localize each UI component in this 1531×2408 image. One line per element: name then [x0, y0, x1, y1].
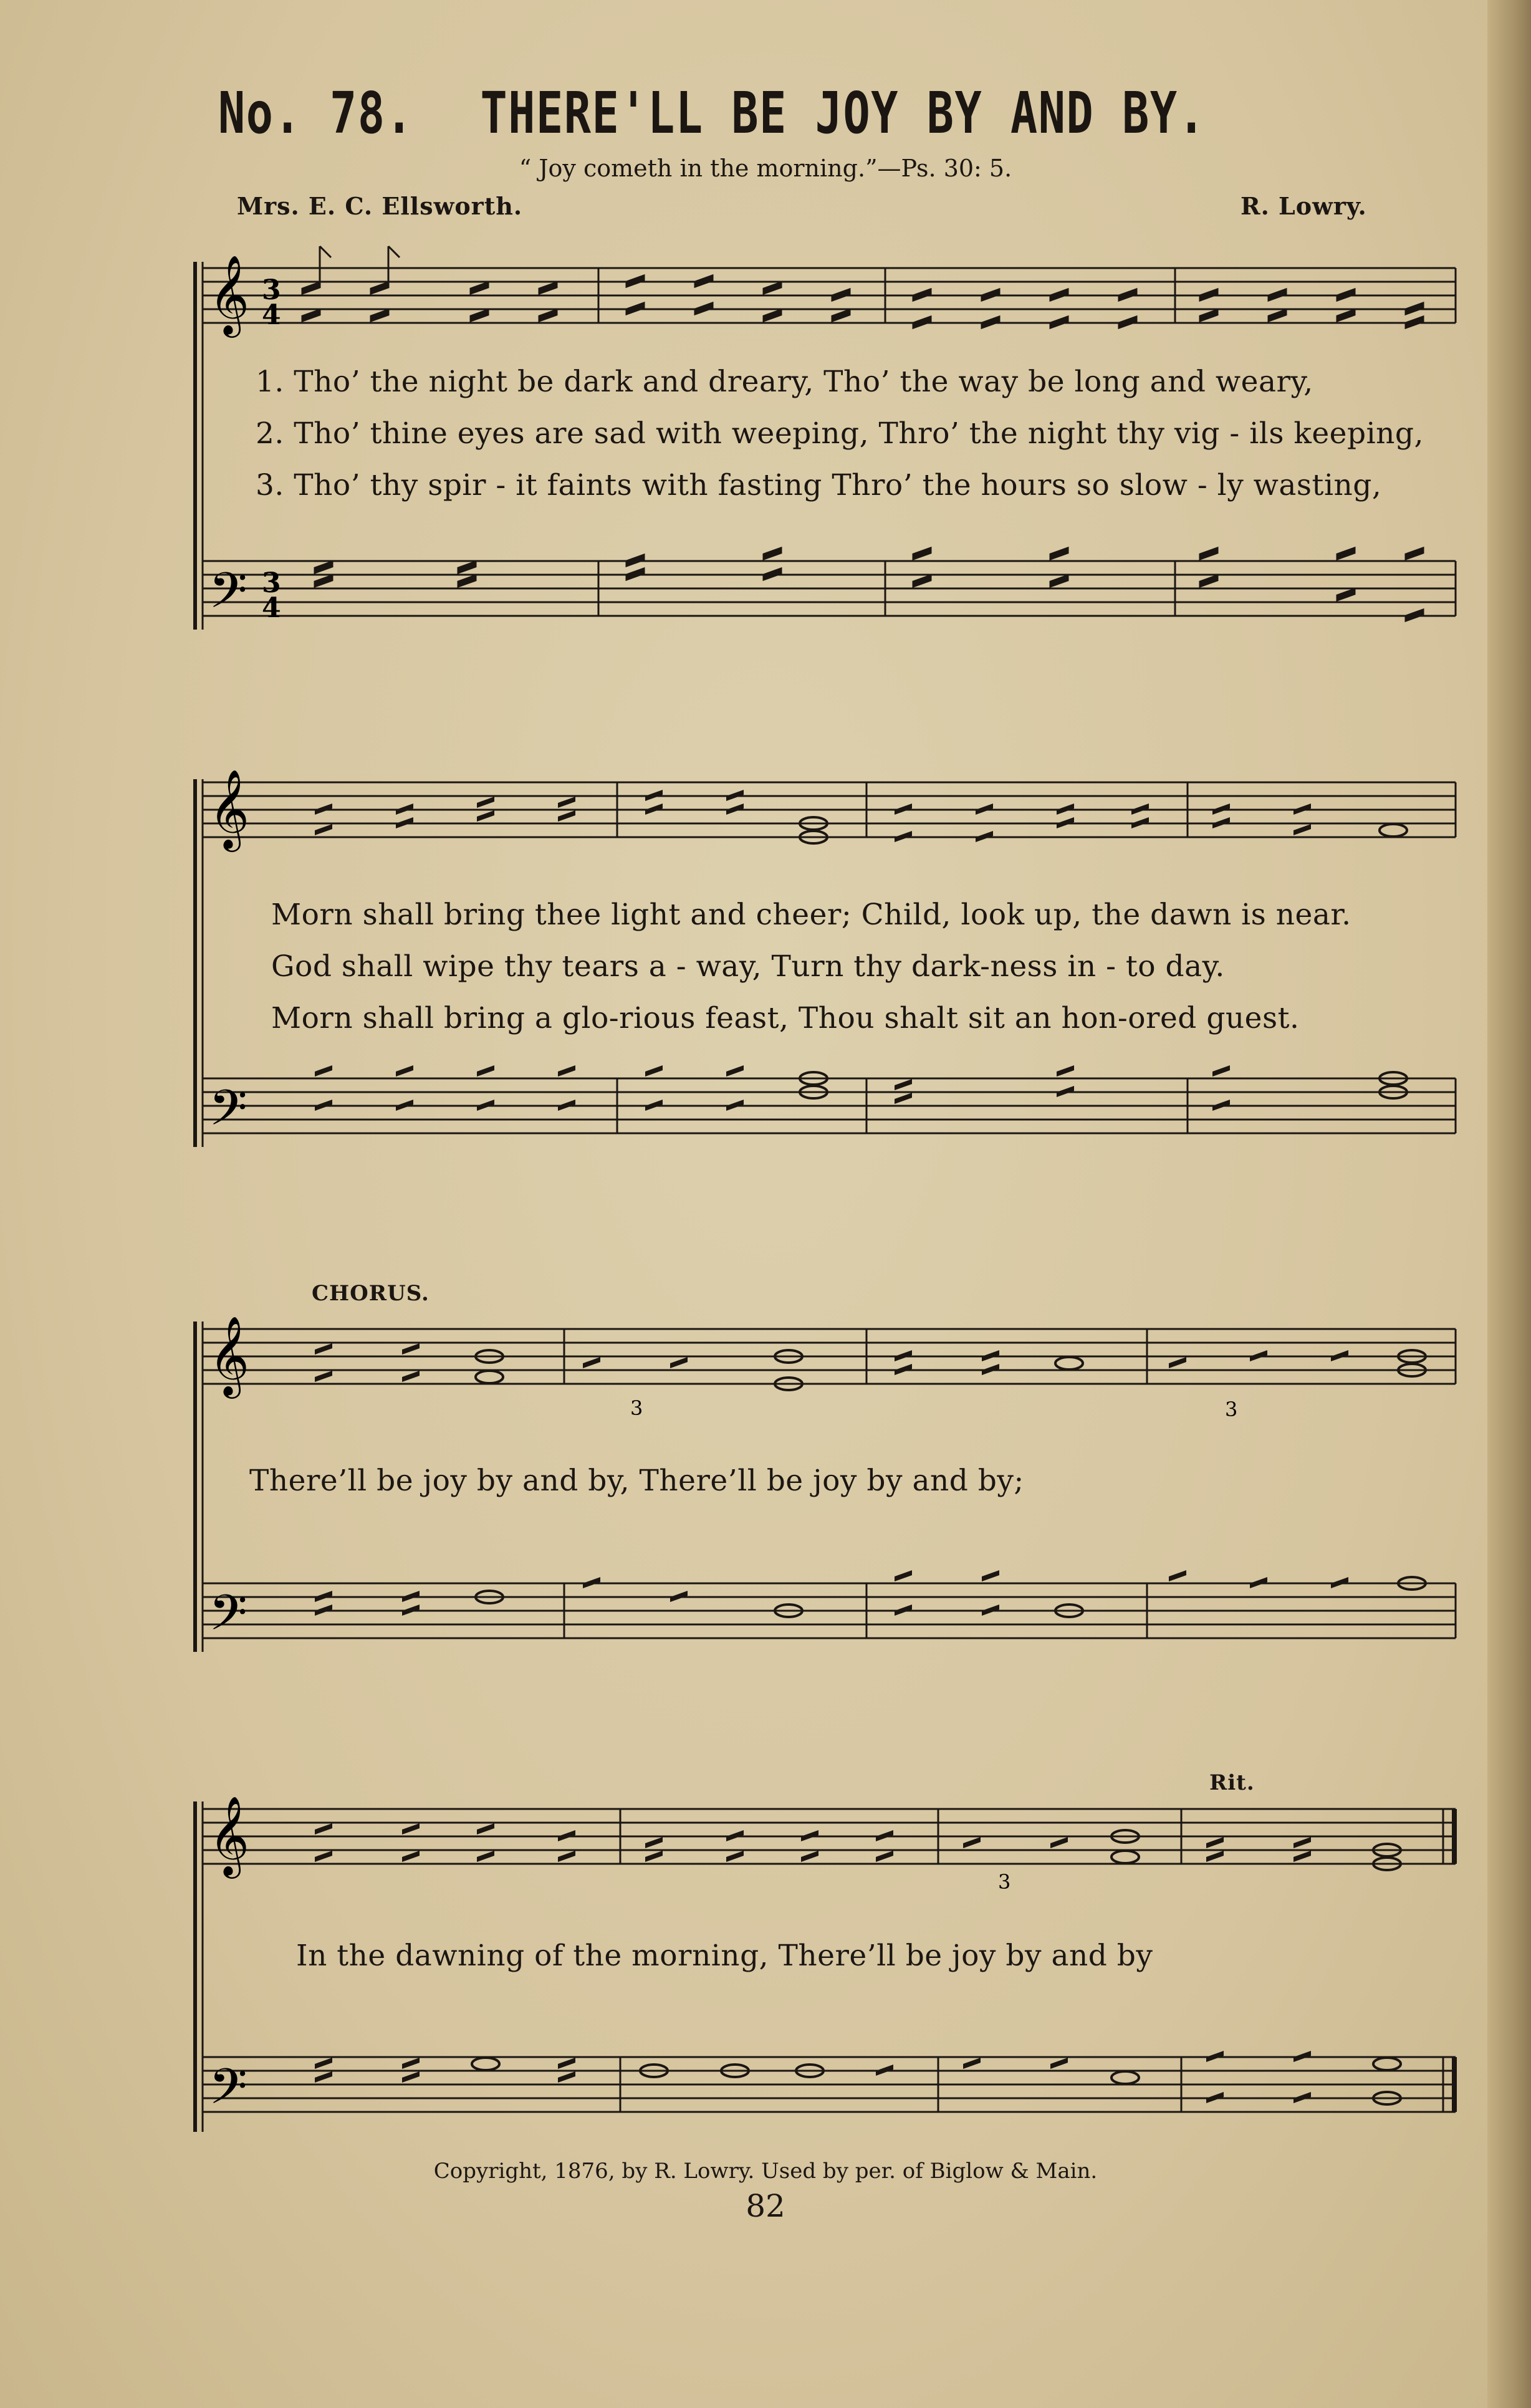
hymn-heading [218, 80, 1206, 146]
chorus-label: CHORUS. [312, 1281, 430, 1306]
svg-text:𝄞: 𝄞 [209, 769, 250, 848]
svg-text:𝄞: 𝄞 [209, 254, 250, 334]
svg-text:3: 3 [262, 274, 281, 306]
composer-credit: R. Lowry. [1241, 192, 1367, 220]
page-number: 82 [746, 2188, 785, 2224]
svg-text:𝄢: 𝄢 [209, 2058, 247, 2127]
svg-text:3: 3 [1225, 1398, 1238, 1421]
music-system-4: 𝄞 𝄢 3 In the dawning of the morning, There’ll be joy by and by [190, 1783, 1462, 2144]
music-system-3: 𝄞 𝄢 3 3 There’ll be joy by and by, There’ll be joy by and by; [190, 1297, 1462, 1658]
hymn-number: No. 78. [218, 80, 414, 146]
svg-text:𝄞: 𝄞 [209, 1315, 250, 1395]
svg-text:4: 4 [262, 299, 281, 331]
svg-text:3: 3 [262, 567, 281, 599]
scripture-reference: “ Joy cometh in the morning.”—Ps. 30: 5. [519, 155, 1012, 182]
svg-text:𝄞: 𝄞 [209, 1795, 250, 1875]
ritardando-marking: Rit. [1209, 1770, 1255, 1795]
book-spine [1487, 0, 1531, 2408]
svg-text:𝄢: 𝄢 [209, 562, 247, 631]
music-system-2: 𝄞 𝄢 Morn shall bring thee light and cheer; Child, look up, the dawn is near. God shall wipe thy tears a - way, Turn thy dark-ness in - to day. Morn shall bring a glo-rious feast, Thou shalt sit an hon-ored guest. [190, 748, 1462, 1159]
hymn-title: THERE'LL BE JOY BY AND BY. [480, 80, 1206, 146]
svg-text:4: 4 [262, 592, 281, 624]
svg-text:𝄢: 𝄢 [209, 1079, 247, 1149]
music-system-1: 𝄞 𝄢 3 4 3 4 1. Tho’ the night be dark and dreary, Tho’ the way be long and weary, 2. Tho’ thine eyes are sad with weeping, Thro’ the night thy vig - ils keeping, 3. Tho’ thy spir - it faints with fasting Thro’ the hours so slow - ly wasting, [190, 243, 1462, 642]
svg-text:3: 3 [630, 1396, 643, 1420]
svg-text:3: 3 [998, 1870, 1011, 1894]
svg-text:𝄢: 𝄢 [209, 1584, 247, 1654]
author-credit: Mrs. E. C. Ellsworth. [237, 192, 523, 220]
copyright-notice: Copyright, 1876, by R. Lowry. Used by per. of Biglow & Main. [433, 2159, 1098, 2184]
